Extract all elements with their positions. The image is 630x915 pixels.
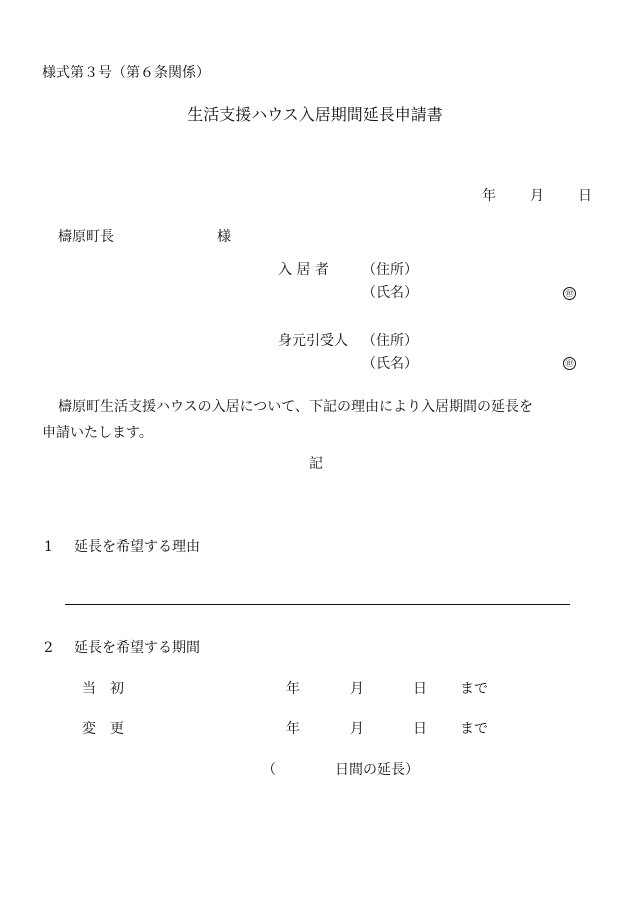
guarantor-seal-icon: ㊞	[563, 357, 576, 370]
initial-until-label: まで	[460, 681, 488, 697]
guarantor-name-label: （氏名）	[362, 356, 418, 372]
change-label: 変 更	[82, 721, 124, 737]
addressee-name: 檮原町長	[58, 229, 114, 245]
form-number: 様式第３号（第６条関係）	[42, 65, 210, 81]
extension-days-label: 日間の延長）	[335, 762, 419, 778]
guarantor-address-label: （住所）	[362, 333, 418, 349]
addressee-honorific: 様	[217, 229, 231, 245]
change-year-label: 年	[286, 721, 300, 737]
body-text-line-2: 申請いたします。	[42, 425, 153, 441]
date-year-label: 年	[482, 188, 496, 204]
section-1-number: 1	[44, 539, 53, 555]
date-month-label: 月	[530, 188, 544, 204]
initial-day-label: 日	[413, 681, 427, 697]
initial-year-label: 年	[286, 681, 300, 697]
ki-heading: 記	[309, 456, 323, 472]
section-1-heading: 延長を希望する理由	[74, 539, 200, 555]
date-day-label: 日	[578, 188, 592, 204]
resident-label: 入 居 者	[278, 262, 329, 278]
change-day-label: 日	[413, 721, 427, 737]
guarantor-label: 身元引受人	[278, 333, 348, 349]
change-month-label: 月	[350, 721, 364, 737]
resident-name-label: （氏名）	[362, 285, 418, 301]
page-title: 生活支援ハウス入居期間延長申請書	[187, 105, 443, 124]
initial-label: 当 初	[82, 681, 124, 697]
resident-seal-icon: ㊞	[563, 287, 576, 300]
reason-underline	[65, 604, 570, 605]
change-until-label: まで	[460, 721, 488, 737]
initial-month-label: 月	[350, 681, 364, 697]
resident-address-label: （住所）	[362, 262, 418, 278]
body-text-line-1: 檮原町生活支援ハウスの入居について、下記の理由により入居期間の延長を	[58, 399, 534, 415]
section-2-number: 2	[44, 640, 53, 656]
extension-open-paren: （	[262, 762, 276, 778]
section-2-heading: 延長を希望する期間	[74, 640, 200, 656]
